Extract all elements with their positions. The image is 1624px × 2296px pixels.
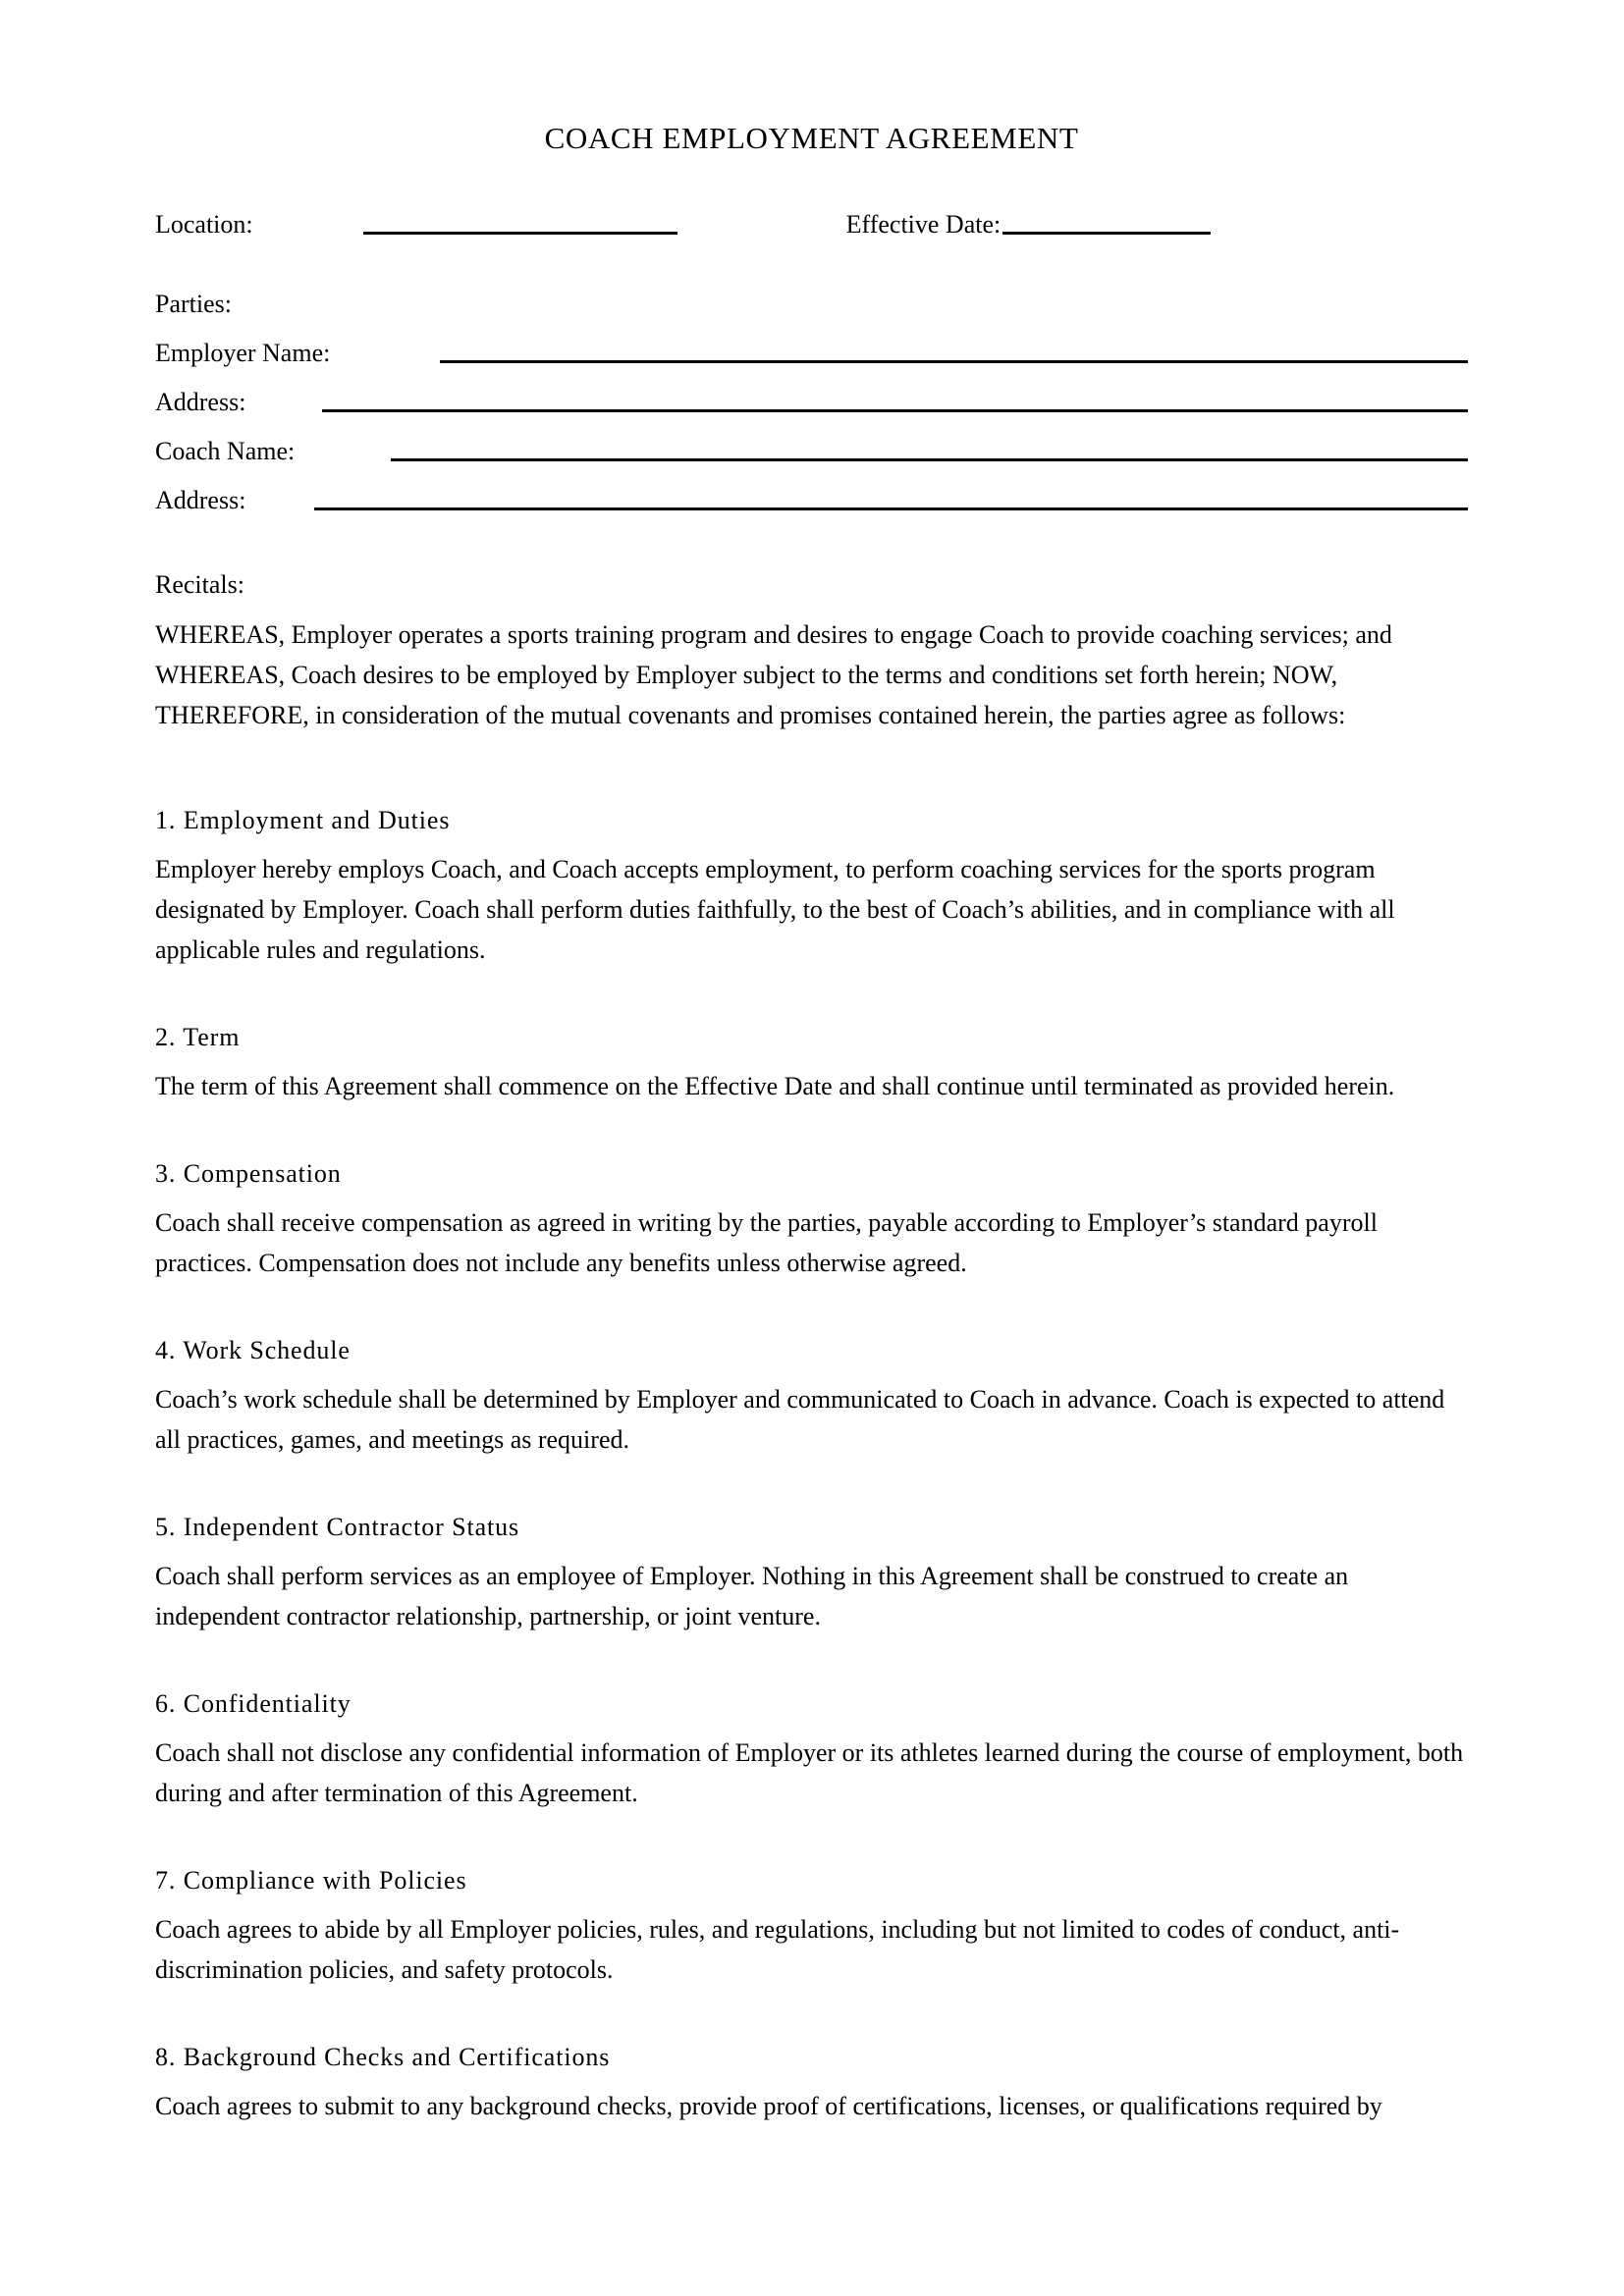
section-body: Coach’s work schedule shall be determined by Employer and communicated to Coach in advance. Coach is expected to attend all practices, games, and meetings as required.	[155, 1385, 1445, 1455]
effective-date-input[interactable]	[1002, 232, 1211, 235]
section-item	[155, 1338, 1468, 1460]
recitals-heading: Recitals:	[155, 570, 244, 600]
section-body: Coach agrees to abide by all Employer policies, rules, and regulations, including but not limited to codes of conduct, anti-discrimination policies, and safety protocols.	[155, 1915, 1400, 1985]
section-body: Coach shall not disclose any confidential information of Employer or its athletes learned during the course of employment, both during and after termination of this Agreement.	[155, 1738, 1464, 1808]
section-item	[155, 1868, 1468, 1990]
section-heading: 6. Confidentiality	[155, 1689, 352, 1719]
coach-address-label: Address:	[155, 486, 246, 515]
section-item	[155, 808, 1468, 970]
location-input[interactable]	[363, 232, 677, 235]
field-row-employer-name	[155, 341, 1468, 366]
section-heading: 8. Background Checks and Certifications	[155, 2043, 611, 2072]
employer-name-input[interactable]	[440, 360, 1468, 363]
section-body: Coach agrees to submit to any background checks, provide proof of certifications, licenses, or qualifications required by	[155, 2092, 1382, 2121]
section-heading: 5. Independent Contractor Status	[155, 1513, 520, 1542]
section-body: Employer hereby employs Coach, and Coach accepts employment, to perform coaching services for the sports program designated by Employer. Coach shall perform duties faithfully, to the best of Coach’s abilities, and in compliance with all applicable rules and regulations.	[155, 855, 1395, 965]
page-title: COACH EMPLOYMENT AGREEMENT	[544, 121, 1079, 155]
section-item	[155, 1691, 1468, 1813]
section-item	[155, 1161, 1468, 1283]
section-heading: 7. Compliance with Policies	[155, 1866, 467, 1896]
document-content	[155, 0, 1468, 2152]
employer-name-label: Employer Name:	[155, 339, 331, 368]
section-body: The term of this Agreement shall commence on the Effective Date and shall continue until terminated as provided herein.	[155, 1072, 1395, 1101]
section-item	[155, 1515, 1468, 1636]
section-item	[155, 1025, 1468, 1106]
section-item	[155, 2045, 1468, 2126]
parties-heading: Parties:	[155, 290, 232, 319]
section-heading: 2. Term	[155, 1023, 241, 1052]
section-heading: 3. Compensation	[155, 1159, 342, 1189]
field-row-coach-address	[155, 488, 1468, 513]
section-body: Coach shall perform services as an employee of Employer. Nothing in this Agreement shall be construed to create an independent contractor relationship, partnership, or joint venture.	[155, 1562, 1349, 1631]
employer-address-input[interactable]	[322, 409, 1468, 412]
recitals-body: WHEREAS, Employer operates a sports training program and desires to engage Coach to provide coaching services; and WHEREAS, Coach desires to be employed by Employer subject to the terms and conditions set forth herein; NOW, THEREFORE, in consideration of the mutual covenants and promises contained herein, the parties agree as follows:	[155, 620, 1392, 730]
section-heading: 1. Employment and Duties	[155, 806, 451, 835]
field-row-employer-address	[155, 390, 1468, 415]
effective-date-label: Effective Date:	[845, 210, 1001, 240]
coach-name-label: Coach Name:	[155, 437, 296, 466]
section-heading: 4. Work Schedule	[155, 1336, 351, 1365]
sections-list	[155, 808, 1468, 2126]
coach-name-input[interactable]	[391, 458, 1468, 461]
coach-address-input[interactable]	[314, 507, 1468, 510]
field-row-coach-name	[155, 439, 1468, 464]
section-body: Coach shall receive compensation as agreed in writing by the parties, payable according to Employer’s standard payroll practices. Compensation does not include any benefits unless otherwise agreed.	[155, 1208, 1378, 1278]
location-label: Location:	[155, 210, 253, 240]
employer-address-label: Address:	[155, 388, 246, 417]
header-field-row	[155, 212, 1468, 238]
